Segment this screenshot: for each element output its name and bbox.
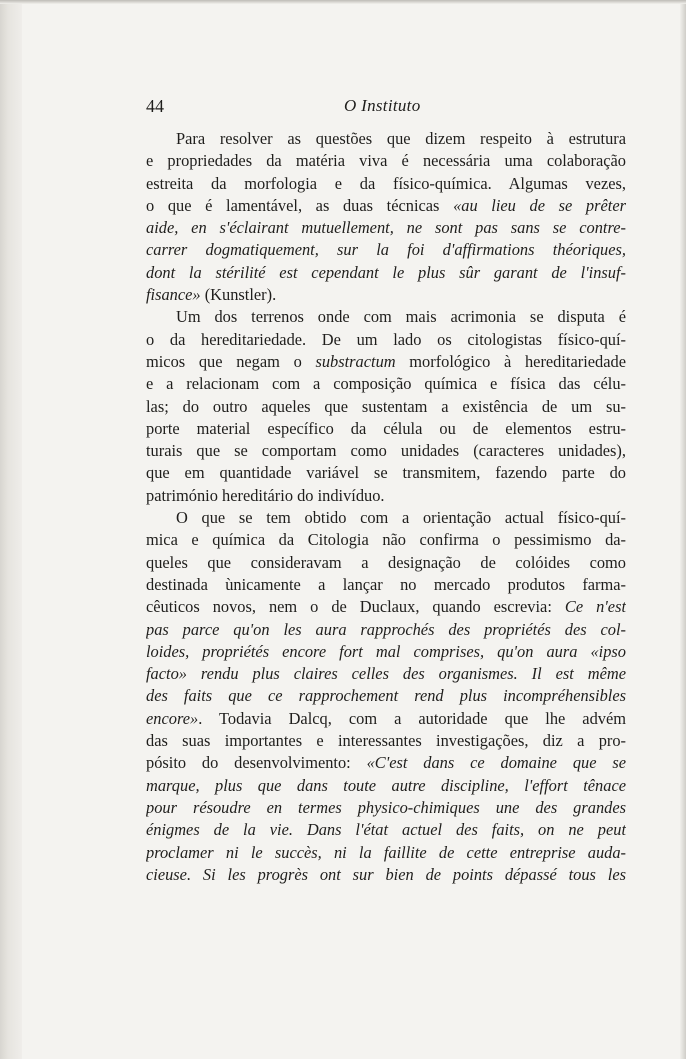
- text-line: [146, 842, 626, 864]
- italic-segment: encore»: [146, 708, 199, 728]
- text-segment: o da hereditariedade. De um lado os citologistas físico-quí-: [146, 329, 626, 349]
- text-line: [146, 797, 626, 819]
- italic-segment: pas parce qu'on les aura rapprochés des propriétés des col-: [146, 619, 626, 639]
- text-segment: o que é lamentável, as duas técnicas: [146, 195, 454, 215]
- text-line: [146, 462, 626, 484]
- text-line: [146, 150, 626, 172]
- text-line: [146, 529, 626, 551]
- text-line: [146, 195, 626, 217]
- text-line: [146, 685, 626, 707]
- italic-segment: Ce n'est: [564, 597, 626, 617]
- text-segment: turais que se comportam como unidades (caracteres unidades),: [146, 441, 626, 461]
- text-line: [146, 262, 626, 284]
- text-segment: mica e química da Citologia não confirma o pessimismo da-: [146, 530, 626, 550]
- text-segment: pósito do desenvolvimento:: [146, 753, 367, 773]
- text-segment: Para resolver as questões que dizem respeito à estrutura: [176, 129, 626, 148]
- text-segment: cêuticos novos, nem o de Duclaux, quando escrevia:: [146, 597, 565, 617]
- italic-segment: substractum: [315, 351, 396, 371]
- text-line: [146, 596, 626, 618]
- text-line: [146, 284, 626, 306]
- italic-segment: pour résoudre en termes physico-chimiques une des grandes: [146, 797, 626, 817]
- text-line: [146, 485, 626, 507]
- text-line: [146, 418, 626, 440]
- text-line: [146, 507, 626, 529]
- italic-segment: marque, plus que dans toute autre discipline, l'effort tênace: [146, 775, 626, 795]
- text-line: [146, 306, 626, 328]
- text-segment: morfológico à hereditariedade: [395, 351, 626, 371]
- italic-segment: proclamer ni le succès, ni la faillite de cette entreprise auda-: [146, 842, 626, 862]
- italic-segment: des faits que ce rapprochement rend plus incompréhensibles: [146, 686, 626, 706]
- text-segment: Um dos terrenos onde com mais acrimonia se disputa é: [176, 307, 626, 327]
- text-segment: destinada ùnicamente a lançar no mercado produtos farma-: [146, 574, 626, 594]
- body-text: [146, 128, 626, 886]
- italic-segment: «au lieu de se prêter: [453, 195, 626, 215]
- page-gutter-edge: [0, 0, 22, 1059]
- text-segment: e a relacionam com a composição química e física das célu-: [146, 374, 626, 394]
- text-line: [146, 329, 626, 351]
- text-segment: que em quantidade variável se transmitem, fazendo parte do: [146, 463, 626, 483]
- text-line: [146, 775, 626, 797]
- page-right-edge: [680, 0, 686, 1059]
- italic-segment: «C'est dans ce domaine que se: [366, 753, 626, 773]
- italic-segment: facto» rendu plus claires celles des organismes. Il est même: [146, 664, 626, 684]
- text-segment: (Kunstler).: [200, 285, 277, 305]
- running-head: [146, 96, 628, 122]
- text-line: [146, 752, 626, 774]
- text-line: [146, 708, 626, 730]
- text-line: [146, 239, 626, 261]
- text-segment: queles que consideravam a designação de colóides como: [146, 552, 626, 572]
- text-segment: porte material específico da célula ou de elementos estru-: [146, 418, 626, 438]
- text-segment: micos que negam o: [146, 351, 316, 371]
- italic-segment: cieuse. Si les progrès ont sur bien de points dépassé tous les: [146, 864, 626, 884]
- text-line: [146, 396, 626, 418]
- text-segment: das suas importantes e interessantes investigações, diz a pro-: [146, 731, 626, 751]
- text-line: [146, 128, 626, 150]
- text-segment: O que se tem obtido com a orientação actual físico-quí-: [176, 508, 626, 528]
- text-line: [146, 864, 626, 886]
- text-segment: e propriedades da matéria viva é necessária uma colaboração: [146, 151, 626, 171]
- italic-segment: fisance»: [146, 285, 201, 305]
- italic-segment: loides, propriétés encore fort mal comprises, qu'on aura «ipso: [146, 641, 626, 661]
- text-segment: estreita da morfologia e da físico-química. Algumas vezes,: [146, 173, 626, 193]
- page-number: 44: [146, 96, 164, 116]
- text-line: [146, 819, 626, 841]
- text-line: [146, 574, 626, 596]
- italic-segment: dont la stérilité est cependant le plus sûr garant de l'insuf-: [146, 262, 626, 282]
- text-line: [146, 552, 626, 574]
- text-line: [146, 619, 626, 641]
- text-line: [146, 641, 626, 663]
- text-segment: património hereditário do indivíduo.: [146, 485, 385, 505]
- text-line: [146, 663, 626, 685]
- text-line: [146, 217, 626, 239]
- page-top-edge: [0, 0, 686, 4]
- text-line: [146, 440, 626, 462]
- text-segment: las; do outro aqueles que sustentam a existência de um su-: [146, 396, 626, 416]
- text-line: [146, 351, 626, 373]
- text-line: [146, 730, 626, 752]
- text-line: [146, 173, 626, 195]
- italic-segment: carrer dogmatiquement, sur la foi d'affirmations théoriques,: [146, 240, 626, 260]
- text-segment: . Todavia Dalcq, com a autoridade que lhe advém: [198, 708, 626, 728]
- italic-segment: énigmes de la vie. Dans l'état actuel des faits, on ne peut: [146, 820, 626, 840]
- running-title: O Instituto: [344, 96, 421, 115]
- italic-segment: aide, en s'éclairant mutuellement, ne sont pas sans se contre-: [146, 218, 626, 238]
- text-line: [146, 373, 626, 395]
